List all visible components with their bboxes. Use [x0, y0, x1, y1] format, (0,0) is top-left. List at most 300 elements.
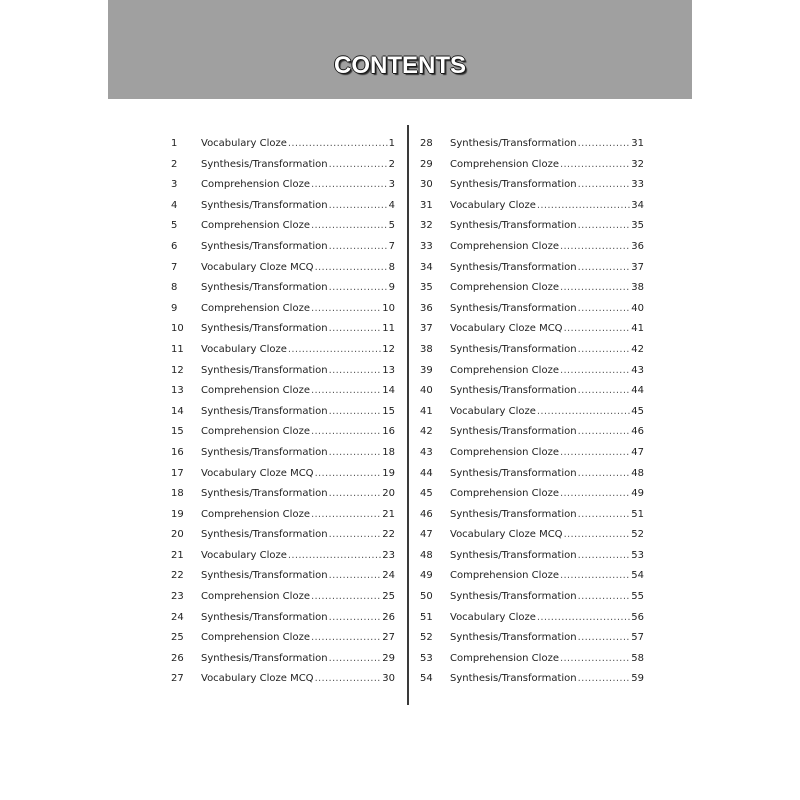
toc-entry-page: 36 — [631, 240, 644, 252]
toc-entry-number: 19 — [171, 508, 184, 520]
toc-entry-body — [201, 464, 395, 485]
dot-leader — [537, 402, 630, 423]
toc-entry-title: Vocabulary Cloze — [450, 405, 536, 417]
dot-leader — [560, 443, 630, 464]
dot-leader — [564, 319, 631, 340]
toc-entry — [171, 608, 395, 629]
toc-entry — [171, 175, 395, 196]
dot-leader — [329, 361, 382, 382]
toc-entry-body — [201, 278, 395, 299]
toc-entry-number: 49 — [420, 570, 433, 582]
toc-entry — [171, 422, 395, 443]
toc-entry — [420, 134, 644, 155]
toc-entry-title: Comprehension Cloze — [450, 240, 559, 252]
dot-leader — [560, 649, 630, 670]
toc-entry-title: Synthesis/Transformation — [201, 652, 328, 664]
toc-entry-body — [201, 484, 395, 505]
toc-entry — [171, 525, 395, 546]
toc-entry-page: 54 — [631, 570, 644, 582]
dot-leader — [537, 196, 630, 217]
toc-entry-title: Synthesis/Transformation — [201, 488, 328, 500]
toc-entry — [171, 134, 395, 155]
dot-leader — [560, 566, 630, 587]
dot-leader — [311, 628, 381, 649]
toc-entry-body — [201, 299, 395, 320]
toc-entry — [171, 443, 395, 464]
toc-entry-body — [450, 299, 644, 320]
toc-entry — [171, 649, 395, 670]
dot-leader — [315, 669, 382, 690]
toc-entry — [171, 566, 395, 587]
toc-entry — [171, 340, 395, 361]
toc-entry-number: 10 — [171, 323, 184, 335]
toc-entry-body — [201, 340, 395, 361]
toc-entry-number: 31 — [420, 199, 433, 211]
toc-entry-number: 47 — [420, 529, 433, 541]
toc-entry-title: Synthesis/Transformation — [450, 591, 577, 603]
toc-entry — [171, 546, 395, 567]
toc-entry-body — [450, 628, 644, 649]
toc-entry-body — [201, 587, 395, 608]
toc-entry-body — [450, 443, 644, 464]
toc-entry-title: Vocabulary Cloze MCQ — [201, 467, 314, 479]
contents-page — [108, 0, 692, 800]
toc-entry-page: 42 — [631, 343, 644, 355]
toc-entry-title: Comprehension Cloze — [201, 302, 310, 314]
toc-entry-body — [450, 134, 644, 155]
toc-entry-body — [201, 175, 395, 196]
toc-entry-body — [201, 566, 395, 587]
toc-entry — [420, 443, 644, 464]
toc-entry — [171, 196, 395, 217]
dot-leader — [560, 484, 630, 505]
toc-entry-number: 38 — [420, 343, 433, 355]
toc-entry — [171, 237, 395, 258]
toc-entry — [171, 464, 395, 485]
dot-leader — [578, 628, 631, 649]
toc-entry — [420, 566, 644, 587]
toc-entry-body — [201, 443, 395, 464]
toc-entry-page: 19 — [382, 467, 395, 479]
dot-leader — [578, 299, 631, 320]
dot-leader — [578, 216, 631, 237]
header-band — [108, 0, 692, 99]
dot-leader — [578, 258, 631, 279]
toc-entry-title: Synthesis/Transformation — [450, 508, 577, 520]
toc-entry — [420, 155, 644, 176]
toc-entry-number: 43 — [420, 446, 433, 458]
toc-entry — [420, 258, 644, 279]
toc-entry-number: 12 — [171, 364, 184, 376]
toc-entry-body — [450, 278, 644, 299]
toc-entry-page: 52 — [631, 529, 644, 541]
toc-entry-title: Synthesis/Transformation — [450, 179, 577, 191]
toc-entry-number: 33 — [420, 240, 433, 252]
toc-entry — [420, 340, 644, 361]
toc-entry-title: Synthesis/Transformation — [201, 364, 328, 376]
toc-entry — [420, 525, 644, 546]
toc-entry-page: 4 — [388, 199, 395, 211]
dot-leader — [311, 381, 381, 402]
dot-leader — [560, 237, 630, 258]
toc-entry-title: Vocabulary Cloze — [201, 343, 287, 355]
toc-entry-page: 58 — [631, 652, 644, 664]
dot-leader — [315, 464, 382, 485]
toc-entry-title: Vocabulary Cloze MCQ — [201, 261, 314, 273]
toc-entry-body — [450, 216, 644, 237]
toc-entry-page: 2 — [388, 158, 395, 170]
toc-entry-number: 28 — [420, 138, 433, 149]
toc-entry-number: 39 — [420, 364, 433, 376]
toc-entry — [171, 258, 395, 279]
toc-entry-body — [201, 361, 395, 382]
toc-entry-title: Comprehension Cloze — [201, 426, 310, 438]
toc-entry-title: Comprehension Cloze — [201, 508, 310, 520]
toc-entry-body — [201, 216, 395, 237]
toc-entry-body — [450, 319, 644, 340]
toc-entry-page: 31 — [631, 138, 644, 149]
toc-entry-title: Synthesis/Transformation — [201, 570, 328, 582]
dot-leader — [329, 278, 388, 299]
toc-entry-page: 15 — [382, 405, 395, 417]
toc-entry-number: 5 — [171, 220, 178, 232]
dot-leader — [329, 443, 382, 464]
toc-entry-number: 11 — [171, 343, 184, 355]
dot-leader — [311, 505, 381, 526]
toc-entry-page: 21 — [382, 508, 395, 520]
toc-entry-body — [201, 422, 395, 443]
toc-entry-page: 1 — [388, 138, 395, 149]
dot-leader — [329, 237, 388, 258]
toc-entry-number: 25 — [171, 632, 184, 644]
toc-entry-title: Synthesis/Transformation — [201, 282, 328, 294]
toc-entry-body — [201, 669, 395, 690]
toc-entry — [420, 361, 644, 382]
dot-leader — [311, 175, 388, 196]
toc-entry — [420, 669, 644, 690]
toc-entry — [420, 464, 644, 485]
toc-entry-number: 48 — [420, 549, 433, 561]
toc-entry — [420, 505, 644, 526]
dot-leader — [578, 134, 631, 155]
page-title: CONTENTS — [334, 52, 466, 79]
dot-leader — [311, 587, 381, 608]
toc-entry-body — [450, 649, 644, 670]
toc-entry — [171, 299, 395, 320]
toc-entry-body — [450, 566, 644, 587]
toc-entry-body — [450, 381, 644, 402]
toc-entry-body — [201, 608, 395, 629]
dot-leader — [329, 566, 382, 587]
toc-entry-title: Vocabulary Cloze MCQ — [450, 323, 563, 335]
toc-entry-page: 14 — [382, 385, 395, 397]
toc-entry-number: 16 — [171, 446, 184, 458]
toc-entry-number: 46 — [420, 508, 433, 520]
toc-entry-page: 10 — [382, 302, 395, 314]
toc-entry — [171, 402, 395, 423]
toc-entry — [171, 361, 395, 382]
toc-entry-title: Comprehension Cloze — [201, 220, 310, 232]
toc-entry — [171, 484, 395, 505]
toc-entry-number: 2 — [171, 158, 178, 170]
toc-entry-body — [450, 525, 644, 546]
toc-entry-title: Synthesis/Transformation — [201, 611, 328, 623]
toc-entry-body — [450, 484, 644, 505]
toc-entry — [171, 587, 395, 608]
toc-entry — [171, 155, 395, 176]
toc-entry-body — [201, 237, 395, 258]
dot-leader — [578, 669, 631, 690]
toc-entry — [420, 319, 644, 340]
toc-entry-page: 3 — [388, 179, 395, 191]
toc-entry-title: Vocabulary Cloze — [201, 549, 287, 561]
toc-entry-body — [450, 340, 644, 361]
dot-leader — [578, 175, 631, 196]
toc-entry-number: 54 — [420, 673, 433, 685]
toc-entry-number: 7 — [171, 261, 178, 273]
dot-leader — [288, 134, 388, 155]
toc-entry-body — [201, 505, 395, 526]
toc-entry-number: 15 — [171, 426, 184, 438]
toc-entry — [420, 216, 644, 237]
toc-entry-page: 18 — [382, 446, 395, 458]
toc-entry-number: 21 — [171, 549, 184, 561]
toc-entry-title: Comprehension Cloze — [450, 158, 559, 170]
toc-entry-body — [201, 381, 395, 402]
dot-leader — [560, 278, 630, 299]
toc-entry-number: 27 — [171, 673, 184, 685]
toc-entry-body — [201, 649, 395, 670]
toc-entry — [171, 628, 395, 649]
toc-entry-body — [201, 628, 395, 649]
toc-entry-body — [450, 669, 644, 690]
toc-entry-title: Comprehension Cloze — [450, 570, 559, 582]
toc-entry-number: 53 — [420, 652, 433, 664]
toc-entry-number: 41 — [420, 405, 433, 417]
toc-entry-number: 24 — [171, 611, 184, 623]
toc-entry — [171, 278, 395, 299]
toc-entry-title: Synthesis/Transformation — [450, 385, 577, 397]
toc-entry — [420, 278, 644, 299]
toc-column-right — [420, 134, 644, 690]
toc-entry-number: 20 — [171, 529, 184, 541]
toc-entry-title: Synthesis/Transformation — [450, 673, 577, 685]
toc-entry-body — [201, 319, 395, 340]
dot-leader — [578, 422, 631, 443]
dot-leader — [578, 340, 631, 361]
toc-entry-page: 34 — [631, 199, 644, 211]
dot-leader — [560, 361, 630, 382]
toc-entry-number: 44 — [420, 467, 433, 479]
toc-entry-title: Vocabulary Cloze MCQ — [450, 529, 563, 541]
dot-leader — [311, 422, 381, 443]
toc-entry — [171, 505, 395, 526]
toc-entry-page: 27 — [382, 632, 395, 644]
toc-entry-body — [201, 402, 395, 423]
toc-entry-body — [450, 422, 644, 443]
dot-leader — [564, 525, 631, 546]
toc-entry-body — [201, 525, 395, 546]
toc-entry-title: Synthesis/Transformation — [450, 467, 577, 479]
toc-entry — [171, 319, 395, 340]
toc-entry-number: 13 — [171, 385, 184, 397]
toc-entry-title: Synthesis/Transformation — [201, 199, 328, 211]
toc-entry-number: 37 — [420, 323, 433, 335]
toc-entry-title: Comprehension Cloze — [450, 282, 559, 294]
toc-entry-number: 36 — [420, 302, 433, 314]
toc-entry-page: 45 — [631, 405, 644, 417]
toc-entry-number: 34 — [420, 261, 433, 273]
toc-entry-body — [450, 505, 644, 526]
toc-entry — [420, 608, 644, 629]
toc-entry-body — [201, 546, 395, 567]
dot-leader — [578, 464, 631, 485]
toc-entry — [420, 587, 644, 608]
toc-entry-page: 49 — [631, 488, 644, 500]
toc-column-left — [171, 134, 395, 690]
toc-entry-body — [450, 237, 644, 258]
toc-entry-body — [201, 258, 395, 279]
toc-entry-number: 23 — [171, 591, 184, 603]
toc-entry-title: Vocabulary Cloze — [450, 199, 536, 211]
toc-entry-title: Vocabulary Cloze — [450, 611, 536, 623]
toc-entry-body — [450, 175, 644, 196]
column-divider — [407, 125, 409, 705]
toc-entry-page: 40 — [631, 302, 644, 314]
dot-leader — [329, 155, 388, 176]
toc-entry-page: 9 — [388, 282, 395, 294]
toc-entry — [171, 669, 395, 690]
toc-entry-page: 24 — [382, 570, 395, 582]
toc-entry-page: 16 — [382, 426, 395, 438]
toc-entry-page: 25 — [382, 591, 395, 603]
toc-entry-title: Vocabulary Cloze — [201, 138, 287, 149]
toc-entry-title: Comprehension Cloze — [201, 385, 310, 397]
toc-entry-title: Synthesis/Transformation — [201, 529, 328, 541]
toc-entry-number: 52 — [420, 632, 433, 644]
toc-entry-number: 22 — [171, 570, 184, 582]
toc-entry-title: Synthesis/Transformation — [201, 240, 328, 252]
toc-entry — [420, 299, 644, 320]
toc-entry-body — [201, 196, 395, 217]
toc-entry-title: Comprehension Cloze — [450, 446, 559, 458]
dot-leader — [560, 155, 630, 176]
dot-leader — [329, 196, 388, 217]
toc-entry-page: 13 — [382, 364, 395, 376]
toc-entry-title: Synthesis/Transformation — [201, 158, 328, 170]
toc-entry-page: 20 — [382, 488, 395, 500]
toc-entry-page: 38 — [631, 282, 644, 294]
toc-entry-number: 9 — [171, 302, 178, 314]
toc-entry-page: 35 — [631, 220, 644, 232]
toc-entry-number: 26 — [171, 652, 184, 664]
toc-entry-title: Comprehension Cloze — [450, 652, 559, 664]
toc-entry-title: Comprehension Cloze — [201, 591, 310, 603]
toc-entry — [171, 216, 395, 237]
toc-entry-number: 17 — [171, 467, 184, 479]
toc-entry-page: 29 — [382, 652, 395, 664]
toc-entry-body — [201, 134, 395, 155]
toc-entry — [420, 381, 644, 402]
toc-entry-number: 8 — [171, 282, 178, 294]
dot-leader — [329, 402, 382, 423]
toc-entry-title: Synthesis/Transformation — [450, 632, 577, 644]
dot-leader — [329, 608, 382, 629]
toc-entry-page: 46 — [631, 426, 644, 438]
dot-leader — [329, 649, 382, 670]
toc-entry-number: 1 — [171, 138, 178, 149]
dot-leader — [537, 608, 630, 629]
toc-entry-body — [450, 608, 644, 629]
toc-entry-body — [450, 546, 644, 567]
toc-entry-title: Synthesis/Transformation — [201, 405, 328, 417]
toc-entry-title: Synthesis/Transformation — [450, 220, 577, 232]
toc-entry-body — [201, 155, 395, 176]
toc-entry-page: 5 — [388, 220, 395, 232]
toc-entry-body — [450, 196, 644, 217]
toc-entry-number: 29 — [420, 158, 433, 170]
dot-leader — [329, 484, 382, 505]
toc-entry — [420, 175, 644, 196]
toc-entry — [171, 381, 395, 402]
toc-entry-title: Synthesis/Transformation — [450, 426, 577, 438]
toc-entry-number: 35 — [420, 282, 433, 294]
toc-entry-title: Synthesis/Transformation — [450, 549, 577, 561]
toc-entry-body — [450, 155, 644, 176]
toc-entry-page: 59 — [631, 673, 644, 685]
toc-entry-page: 12 — [382, 343, 395, 355]
toc-entry-page: 41 — [631, 323, 644, 335]
dot-leader — [578, 587, 631, 608]
toc-entry-body — [450, 464, 644, 485]
toc-entry — [420, 546, 644, 567]
toc-entry-page: 48 — [631, 467, 644, 479]
toc-entry-number: 3 — [171, 179, 178, 191]
toc-entry-title: Synthesis/Transformation — [450, 302, 577, 314]
toc-entry-number: 40 — [420, 385, 433, 397]
dot-leader — [578, 546, 631, 567]
toc-entry-title: Vocabulary Cloze MCQ — [201, 673, 314, 685]
toc-entry-number: 45 — [420, 488, 433, 500]
toc-entry-body — [450, 402, 644, 423]
toc-entry-number: 14 — [171, 405, 184, 417]
toc-entry-title: Synthesis/Transformation — [201, 323, 328, 335]
toc-entry-page: 37 — [631, 261, 644, 273]
toc-entry-title: Comprehension Cloze — [450, 364, 559, 376]
toc-entry-page: 53 — [631, 549, 644, 561]
toc-entry — [420, 402, 644, 423]
toc-entry-page: 44 — [631, 385, 644, 397]
dot-leader — [578, 505, 631, 526]
toc-entry-page: 47 — [631, 446, 644, 458]
toc-entry-page: 26 — [382, 611, 395, 623]
toc-entry-title: Synthesis/Transformation — [201, 446, 328, 458]
toc-entry-page: 23 — [382, 549, 395, 561]
dot-leader — [311, 216, 388, 237]
toc-entry-body — [450, 587, 644, 608]
toc-entry-body — [450, 361, 644, 382]
toc-entry-page: 7 — [388, 240, 395, 252]
toc-entry-body — [450, 258, 644, 279]
toc-entry-title: Comprehension Cloze — [201, 632, 310, 644]
toc-entry — [420, 484, 644, 505]
toc-entry-page: 43 — [631, 364, 644, 376]
dot-leader — [329, 319, 382, 340]
toc-entry-title: Comprehension Cloze — [201, 179, 310, 191]
toc-entry-page: 8 — [388, 261, 395, 273]
toc-entry-page: 22 — [382, 529, 395, 541]
toc-entry — [420, 649, 644, 670]
